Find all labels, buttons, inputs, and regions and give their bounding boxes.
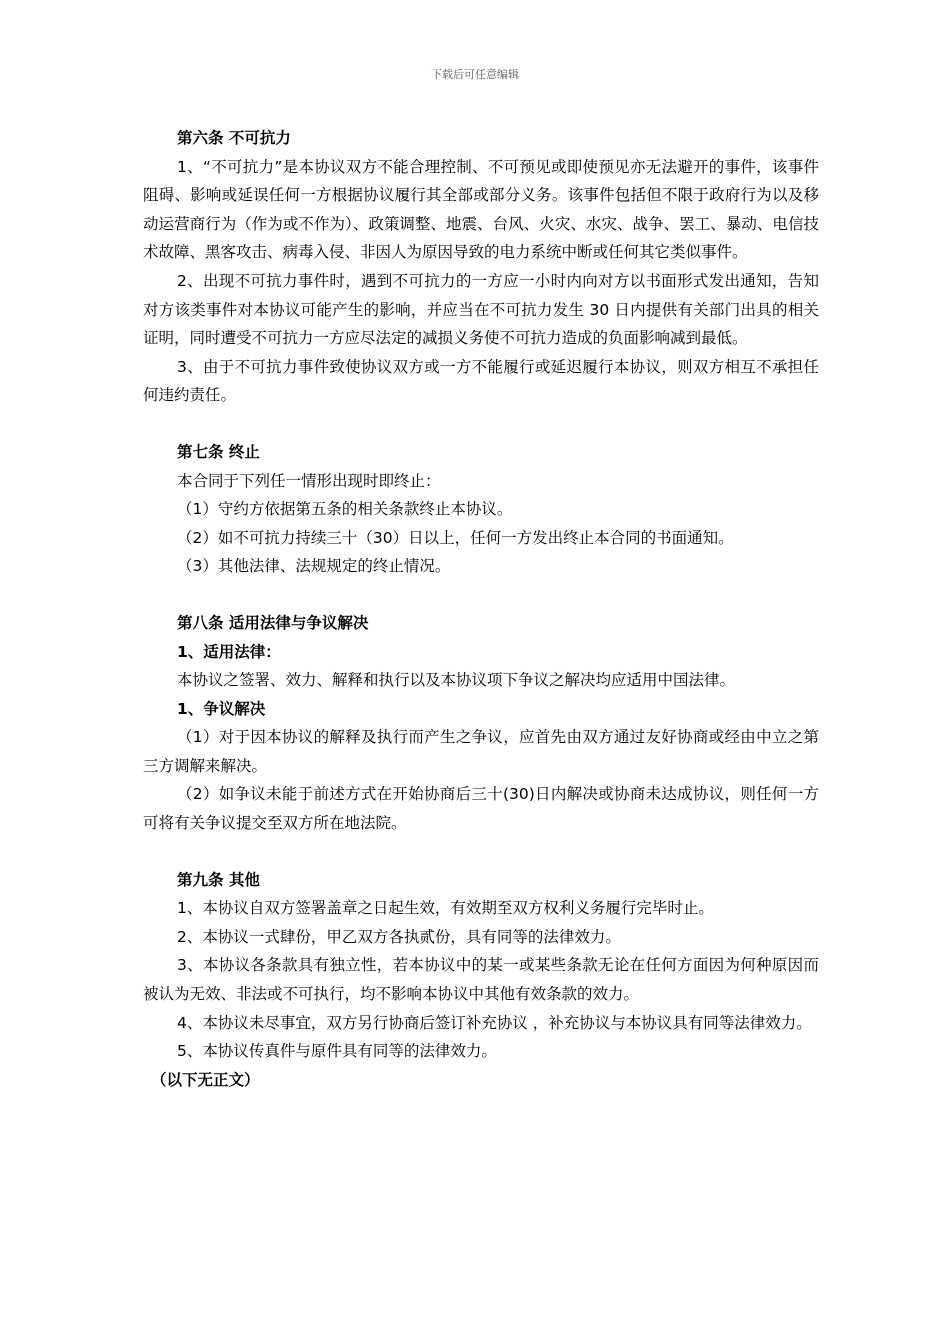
article9-item-4: 4、本协议未尽事宜，双方另行协商后签订补充协议 ，补充协议与本协议具有同等法律效力。	[177, 1013, 812, 1032]
article9-title: 第九条 其他	[177, 870, 260, 889]
article7-title: 第七条 终止	[177, 442, 260, 461]
article8-item-2: （2）如争议未能于前述方式在开始协商后三十(30)日内解决或协商未达成协议，则任何一方可将有关争议提交至双方所在地法院。	[143, 785, 819, 833]
article8-subtitle-dispute: 1、争议解决	[177, 699, 266, 718]
article8-item-1: （1）对于因本协议的解释及执行而产生之争议，应首先由双方通过友好协商或经由中立之第三方调解来解决。	[143, 728, 819, 775]
article6-title: 第六条 不可抗力	[177, 129, 291, 147]
article8-law-text: 本协议之签署、效力、解释和执行以及本协议项下争议之解决均应适用中国法律。	[177, 671, 736, 690]
article9-item-3: 3、本协议各条款具有独立性，若本协议中的某一或某些条款无论在任何方面因为何种原因而被认为无效、非法或不可执行，均不影响本协议中其他有效条款的效力。	[143, 956, 819, 1004]
article7-item-1: （1）守约方依据第五条的相关条款终止本协议。	[177, 500, 513, 519]
article7-item-2: （2）如不可抗力持续三十（30）日以上，任何一方发出终止本合同的书面通知。	[177, 528, 734, 547]
article6-paragraph-2: 2、出现不可抗力事件时，遇到不可抗力的一方应一小时内向对方以书面形式发出通知，告知对方该类事件对本协议可能产生的影响，并应当在不可抗力发生 30 日内提供有关部门出具的相关证明，同时遭受不可抗力一方应尽法定的减损义务使不可抗力造成的负面影响减到最低。	[143, 271, 819, 348]
article7-intro: 本合同于下列任一情形出现时即终止：	[177, 471, 441, 490]
article8-subtitle-law: 1、适用法律：	[177, 642, 281, 661]
article6-paragraph-1: 1、“不可抗力”是本协议双方不能合理控制、不可预见或即使预见亦无法避开的事件，该事件阻碍、影响或延误任何一方根据协议履行其全部或部分义务。该事件包括但不限于政府行为以及移动运营商行为（作为或不作为）、政策调整、地震、台风、火灾、水灾、战争、罢工、暴动、电信技术故障、黑客攻击、病毒入侵、非因人为原因导致的电力系统中断或任何其它类似事件。	[143, 157, 819, 262]
article7-item-3: （3）其他法律、法规规定的终止情况。	[177, 557, 451, 576]
article6-paragraph-3: 3、由于不可抗力事件致使协议双方或一方不能履行或延迟履行本协议，则双方相互不承担任何违约责任。	[143, 357, 819, 405]
document-body	[143, 124, 819, 1094]
page-header: 下载后可任意编辑	[431, 68, 519, 81]
article9-item-2: 2、本协议一式肆份，甲乙双方各执贰份，具有同等的法律效力。	[177, 927, 621, 946]
article9-item-1: 1、本协议自双方签署盖章之日起生效，有效期至双方权利义务履行完毕时止。	[177, 899, 714, 918]
article9-item-5: 5、本协议传真件与原件具有同等的法律效力。	[177, 1042, 497, 1061]
end-note: （以下无正文）	[151, 1070, 260, 1089]
article8-title: 第八条 适用法律与争议解决	[177, 613, 369, 632]
